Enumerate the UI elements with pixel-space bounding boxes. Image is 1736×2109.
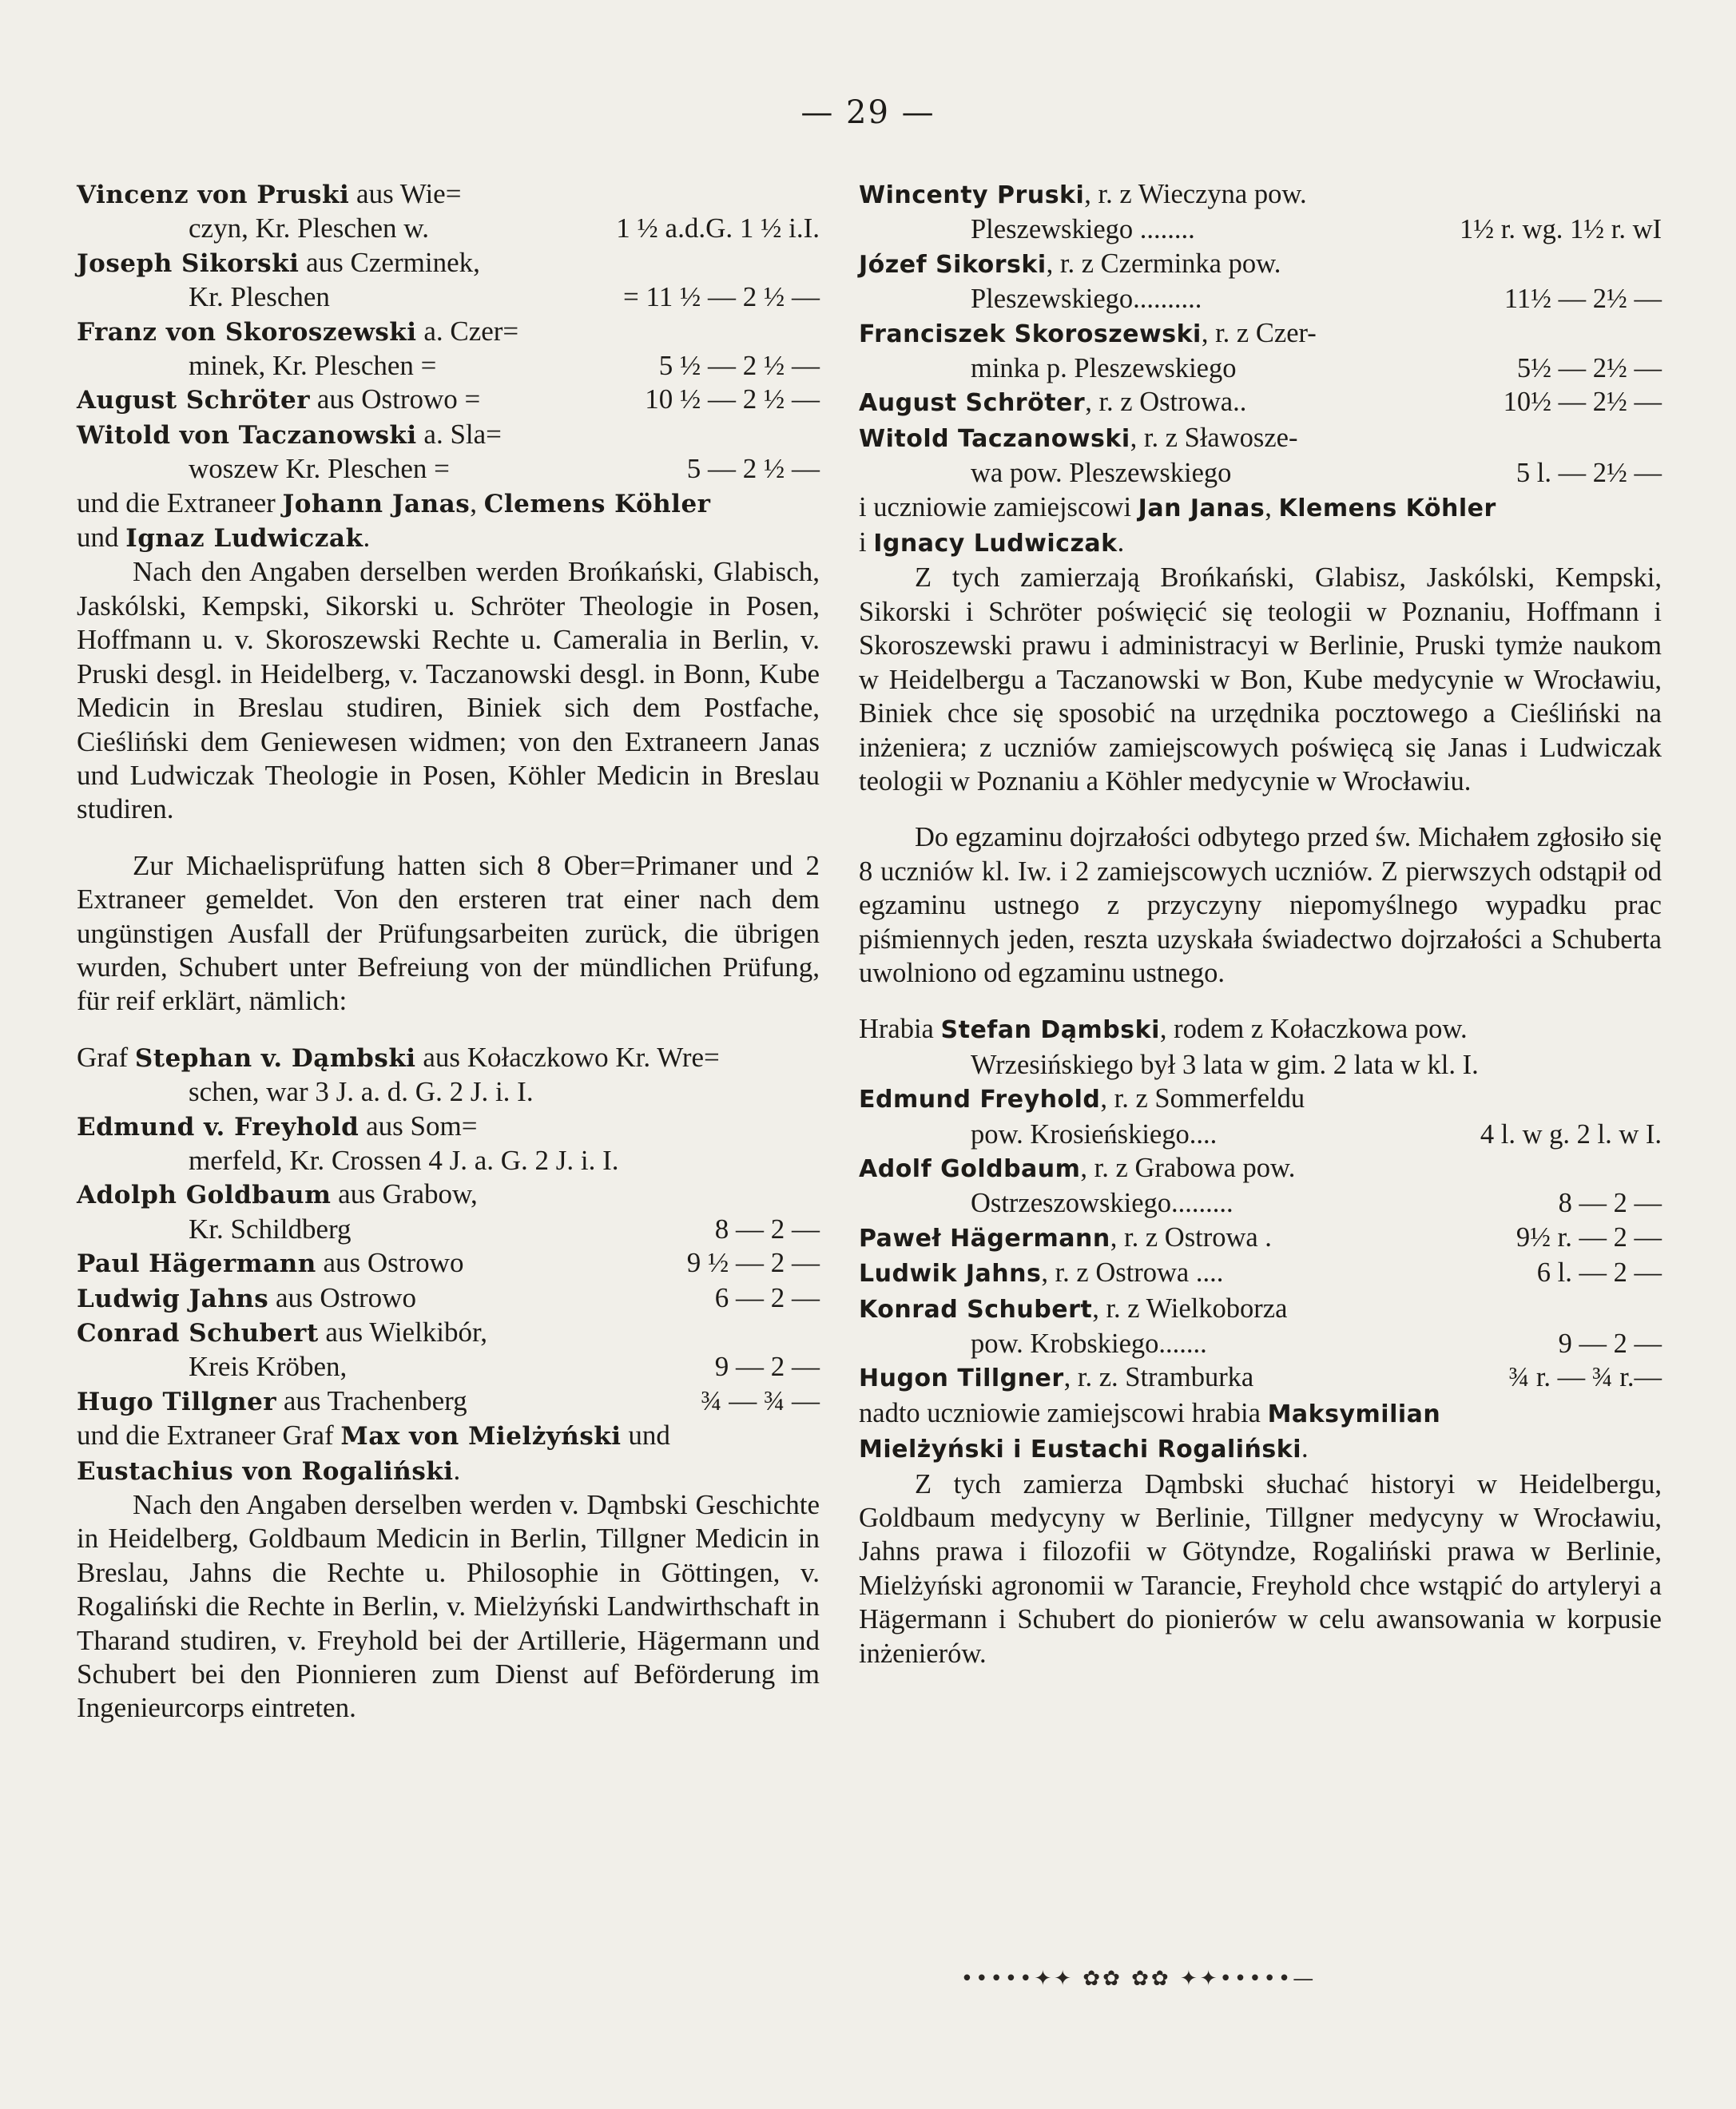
student-entry: Adolph Goldbaum aus Grabow, Kr. Schildberg 8 — 2 —	[77, 1178, 820, 1245]
student-name: Adolf Goldbaum	[859, 1154, 1081, 1183]
study-plans-paragraph: Z tych zamierzają Brońkański, Glabisz, Jaskólski, Kempski, Sikorski i Schröter poświęcić się teologii w Poznaniu, Hoffmann i Skoroszewski prawu i administracyi w Berlinie, Pruski tymże naukom w Heidelbergu a Taczanowski w Bon, Kube medycynie w Wrocławiu, Biniek chce się sposobić na urzędnika pocztowego a Cieśliński na inżeniera; z uczniów zamiejscowych poświęcą się Janas i Ludwiczak teologii w Poznaniu a Köhler medycynie w Wrocławiu.	[859, 562, 1662, 796]
student-entry: Ludwig Jahns aus Ostrowo 6 — 2 —	[77, 1281, 820, 1313]
student-entry: August Schröter aus Ostrowo = 10 ½ — 2 ½ —	[77, 383, 820, 415]
study-plans-paragraph: Nach den Angaben derselben werden v. Dąmbski Geschichte in Heidelberg, Goldbaum Medicin in Berlin, Tillgner Medicin in Breslau, Jahns die Rechte u. Philosophie in Göttingen, v. Rogaliński die Rechte in Berlin, v. Mielżyński Landwirthschaft in Tharand studiren, v. Freyhold bei der Artillerie, Hägermann und Schubert bei den Pionnieren zum Dienst auf Beförderung im Ingenieurcorps eintreten.	[77, 1489, 820, 1724]
student-entry: Witold Taczanowski, r. z Sławosze- wa pow. Pleszewskiego 5 l. — 2½ —	[859, 422, 1662, 489]
student-name: August Schröter	[859, 389, 1086, 418]
extraneer-line: i uczniowie zamiejscowi Jan Janas, Klemens Köhler	[859, 491, 1496, 522]
student-name: Conrad Schubert	[77, 1319, 319, 1348]
exam-paragraph: Do egzaminu dojrzałości odbytego przed św. Michałem zgłosiło się 8 uczniów kl. Iw. i 2 zamiejscowych uczniów. Z pierwszych odstąpił od egzaminu ustnego z przyczyny niepomyślnego wypadku prac piśmiennych jeden, reszta uzyskała świadectwo dojrzałości a Schuberta uwolniono od egzaminu ustnego.	[859, 822, 1662, 988]
student-entry: Adolf Goldbaum, r. z Grabowa pow. Ostrzeszowskiego......... 8 — 2 —	[859, 1152, 1662, 1219]
student-entry: Witold von Taczanowski a. Sla= woszew Kr. Pleschen = 5 — 2 ½ —	[77, 418, 820, 485]
student-name: Stephan v. Dąmbski	[134, 1043, 416, 1073]
student-name: Witold Taczanowski	[859, 424, 1130, 453]
student-entry: Konrad Schubert, r. z Wielkoborza pow. Krobskiego....... 9 — 2 —	[859, 1293, 1662, 1359]
student-entry: Franciszek Skoroszewski, r. z Czer- minka p. Pleszewskiego 5½ — 2½ —	[859, 317, 1662, 384]
polish-column: Wincenty Pruski, r. z Wieczyna pow. Pleszewskiego ........ 1½ r. wg. 1½ r. wI Józef Sikorski, r. z Czerminka pow. Pleszewskiego.......... 11½ — 2½ — Franciszek Skoroszewski, r. z Czer- minka p. Pleszewskiego 5½ — 2½ — August Schröter, r. z Ostrowa.. 10½ — 2½ — Witold Taczanowski, r. z Sławosze- wa pow. Pleszewskiego 5 l. — 2½ — i uczniowie zamiejscowi Jan Janas, Klemens Köhler i Ignacy Ludwiczak. Z tych zamierzają Brońkański, Glabisz, Jaskólski, Kempski, Sikorski i Schröter poświęcić się teologii w Poznaniu, Hoffmann i Skoroszewski prawu i administracyi w Berlinie, Pruski tymże naukom w Heidelbergu a Taczanowski w Bon, Kube medycynie w Wrocławiu, Biniek chce się sposobić na urzędnika pocztowego a Cieśliński na inżeniera; z uczniów zamiejscowych poświęcą się Janas i Ludwiczak teologii w Poznaniu a Köhler medycynie w Wrocławiu. Do egzaminu dojrzałości odbytego przed św. Michałem zgłosiło się 8 uczniów kl. Iw. i 2 zamiejscowych uczniów. Z pierwszych odstąpił od egzaminu ustnego z przyczyny niepomyślnego wypadku prac piśmiennych jeden, reszta uzyskała świadectwo dojrzałości a Schuberta uwolniono od egzaminu ustnego. Hrabia Stefan Dąmbski, rodem z Kołaczkowa pow. Wrzesińskiego był 3 lata w gim. 2 lata w kl. I. Edmund Freyhold, r. z Sommerfeldu pow. Krosieńskiego.... 4 l. w g. 2 l. w I. Adolf Goldbaum, r. z Grabowa pow. Ostrzeszowskiego......... 8 — 2 — Paweł Hägermann, r. z Ostrowa . 9½ r. — 2 — Ludwik Jahns, r. z Ostrowa .... 6 l. — 2 — Konrad Schubert, r. z Wielkoborza pow. Krobskiego....... 9 — 2 — Hugon Tillgner, r. z. Stramburka ¾ r. — ¾ r.— nadto uczniowie zamiejscowi hrabia Maksymilian Mielżyński i Eustachi Rogaliński. Z tych zamierza Dąmbski słuchać historyi w Heidelbergu, Goldbaum medycyny w Berlinie, Tillgner medycyny w Wrocławiu, Jahns prawa i filozofii w Götyndze, Rogaliński prawa w Berlinie, Mielżyński agronomii w Tarancie, Freyhold chce wstąpić do artyleryi a Hägermann i Schubert do pionierów w celu awansowania w korpusie inżenierów.	[859, 177, 1662, 1670]
student-name: Vincenz von Pruski	[77, 181, 350, 209]
student-entry: Conrad Schubert aus Wielkibór, Kreis Kröben, 9 — 2 —	[77, 1317, 820, 1383]
student-entry: Ludwik Jahns, r. z Ostrowa .... 6 l. — 2 —	[859, 1257, 1662, 1289]
student-name: Paul Hägermann	[77, 1249, 316, 1279]
student-entry: Hugo Tillgner aus Trachenberg ¾ — ¾ —	[77, 1384, 820, 1416]
extraneer-line: und Ignaz Ludwiczak.	[77, 522, 371, 554]
student-entry: August Schröter, r. z Ostrowa.. 10½ — 2½ —	[859, 387, 1662, 418]
student-name: Konrad Schubert	[859, 1295, 1093, 1324]
student-entry: Paweł Hägermann, r. z Ostrowa . 9½ r. — 2 —	[859, 1221, 1662, 1253]
student-entry: Edmund Freyhold, r. z Sommerfeldu pow. Krosieńskiego.... 4 l. w g. 2 l. w I.	[859, 1083, 1662, 1150]
student-name: Ludwik Jahns	[859, 1260, 1042, 1289]
extraneer-line: i Ignacy Ludwiczak.	[859, 527, 1125, 558]
student-name: Paweł Hägermann	[859, 1224, 1110, 1253]
german-column: Vincenz von Pruski aus Wie= czyn, Kr. Pleschen w. 1 ½ a.d.G. 1 ½ i.I. Joseph Sikorski aus Czerminek, Kr. Pleschen = 11 ½ — 2 ½ — Franz von Skoroszewski a. Czer= minek, Kr. Pleschen = 5 ½ — 2 ½ — August Schröter aus Ostrowo = 10 ½ — 2 ½ — Witold von Taczanowski a. Sla= woszew Kr. Pleschen = 5 — 2 ½ — und die Extraneer Johann Janas, Clemens Köhler und Ignaz Ludwiczak. Nach den Angaben derselben werden Brońkański, Glabisch, Jaskólski, Kempski, Sikorski u. Schröter Theologie in Posen, Hoffmann u. v. Skoroszewski Rechte u. Cameralia in Berlin, v. Pruski desgl. in Heidelberg, v. Taczanowski desgl. in Bonn, Kube Medicin in Breslau studiren, Biniek sich dem Postfache, Cieśliński dem Geniewesen widmen; von den Extraneern Janas und Ludwiczak Theologie in Posen, Köhler Medicin in Breslau studiren. Zur Michaelisprüfung hatten sich 8 Ober=Primaner und 2 Extraneer gemeldet. Von den ersteren trat einer nach dem ungünstigen Ausfall der Prüfungsarbeiten zurück, die übrigen wurden, Schubert unter Befreiung von der mündlichen Prüfung, für reif erklärt, nämlich: Graf Stephan v. Dąmbski aus Kołaczkowo Kr. Wre= schen, war 3 J. a. d. G. 2 J. i. I. Edmund v. Freyhold aus Som= merfeld, Kr. Crossen 4 J. a. G. 2 J. i. I. Adolph Goldbaum aus Grabow, Kr. Schildberg 8 — 2 — Paul Hägermann aus Ostrowo 9 ½ — 2 — Ludwig Jahns aus Ostrowo 6 — 2 — Conrad Schubert aus Wielkibór, Kreis Kröben, 9 — 2 — Hugo Tillgner aus Trachenberg ¾ — ¾ — und die Extraneer Graf Max von Mielżyński und Eustachius von Rogaliński. Nach den Angaben derselben werden v. Dąmbski Geschichte in Heidelberg, Goldbaum Medicin in Berlin, Tillgner Medicin in Breslau, Jahns die Rechte u. Philosophie in Göttingen, v. Rogaliński die Rechte in Berlin, v. Mielżyński Landwirthschaft in Tharand studiren, v. Freyhold bei der Artillerie, Hägermann und Schubert bei den Pionnieren zum Dienst auf Beförderung im Ingenieurcorps eintreten.	[77, 177, 820, 1726]
extraneer-line: Eustachius von Rogaliński.	[77, 1454, 461, 1486]
student-entry: Paul Hägermann aus Ostrowo 9 ½ — 2 —	[77, 1247, 820, 1279]
student-entry: Joseph Sikorski aus Czerminek, Kr. Pleschen = 11 ½ — 2 ½ —	[77, 246, 820, 313]
student-name: Edmund Freyhold	[859, 1086, 1101, 1114]
student-name: Adolph Goldbaum	[77, 1181, 332, 1210]
student-name: Hugon Tillgner	[859, 1364, 1064, 1393]
student-entry: Hrabia Stefan Dąmbski, rodem z Kołaczkowa pow.	[859, 1014, 1468, 1045]
exam-paragraph: Zur Michaelisprüfung hatten sich 8 Ober=Primaner und 2 Extraneer gemeldet. Von den ersteren trat einer nach dem ungünstigen Ausfall der Prüfungsarbeiten zurück, die übrigen wurden, Schubert unter Befreiung von der mündlichen Prüfung, für reif erklärt, nämlich:	[77, 849, 820, 1017]
student-name: Edmund v. Freyhold	[77, 1112, 360, 1142]
student-name: Joseph Sikorski	[77, 248, 300, 278]
study-plans-paragraph: Z tych zamierza Dąmbski słuchać historyi w Heidelbergu, Goldbaum medycyny w Berlinie, Tillgner medycyny w Wrocławiu, Jahns prawa i filozofii w Götyndze, Rogaliński prawa w Berlinie, Mielżyński agronomii w Tarancie, Freyhold chce wstąpić do artyleryi a Hägermann i Schubert do pionierów w celu awansowania w korpusie inżenierów.	[859, 1468, 1662, 1669]
student-entry: Edmund v. Freyhold aus Som= merfeld, Kr. Crossen 4 J. a. G. 2 J. i. I.	[77, 1110, 619, 1176]
student-name: Stefan Dąmbski	[940, 1016, 1160, 1045]
student-name: Witold von Taczanowski	[77, 420, 417, 450]
student-entry: Franz von Skoroszewski a. Czer= minek, Kr. Pleschen = 5 ½ — 2 ½ —	[77, 315, 820, 382]
student-entry: Hugon Tillgner, r. z. Stramburka ¾ r. — ¾ r.—	[859, 1362, 1662, 1393]
student-name: Franciszek Skoroszewski	[859, 320, 1202, 348]
student-name: Józef Sikorski	[859, 250, 1047, 279]
student-entry: Józef Sikorski, r. z Czerminka pow. Pleszewskiego.......... 11½ — 2½ —	[859, 248, 1662, 315]
student-entry: Vincenz von Pruski aus Wie= czyn, Kr. Pleschen w. 1 ½ a.d.G. 1 ½ i.I.	[77, 178, 820, 244]
study-plans-paragraph: Nach den Angaben derselben werden Brońkański, Glabisch, Jaskólski, Kempski, Sikorski u. Schröter Theologie in Posen, Hoffmann u. v. Skoroszewski Rechte u. Cameralia in Berlin, v. Pruski desgl. in Heidelberg, v. Taczanowski desgl. in Bonn, Kube Medicin in Breslau studiren, Biniek sich dem Postfache, Cieśliński dem Geniewesen widmen; von den Extraneern Janas und Ludwiczak Theologie in Posen, Köhler Medicin in Breslau studiren.	[77, 556, 820, 825]
student-name: Ludwig Jahns	[77, 1284, 269, 1313]
extraneer-line: und die Extraneer Johann Janas, Clemens Köhler	[77, 487, 711, 518]
decorative-divider: •••••✦✦ ✿✿ ✿✿ ✦✦•••••—	[960, 1967, 1317, 1991]
extraneer-line: und die Extraneer Graf Max von Mielżyński und	[77, 1420, 670, 1452]
page-number: — 29 —	[800, 94, 936, 131]
student-entry: Wincenty Pruski, r. z Wieczyna pow. Pleszewskiego ........ 1½ r. wg. 1½ r. wI	[859, 179, 1662, 245]
student-name: Wincenty Pruski	[859, 181, 1085, 209]
extraneer-line: nadto uczniowie zamiejscowi hrabia Maksymilian	[859, 1397, 1441, 1428]
extraneer-line: Mielżyński i Eustachi Rogaliński.	[859, 1433, 1309, 1464]
student-name: Franz von Skoroszewski	[77, 317, 417, 347]
student-name: August Schröter	[77, 386, 311, 415]
student-entry: Graf Stephan v. Dąmbski aus Kołaczkowo Kr. Wre=	[77, 1041, 720, 1073]
student-name: Hugo Tillgner	[77, 1387, 277, 1416]
